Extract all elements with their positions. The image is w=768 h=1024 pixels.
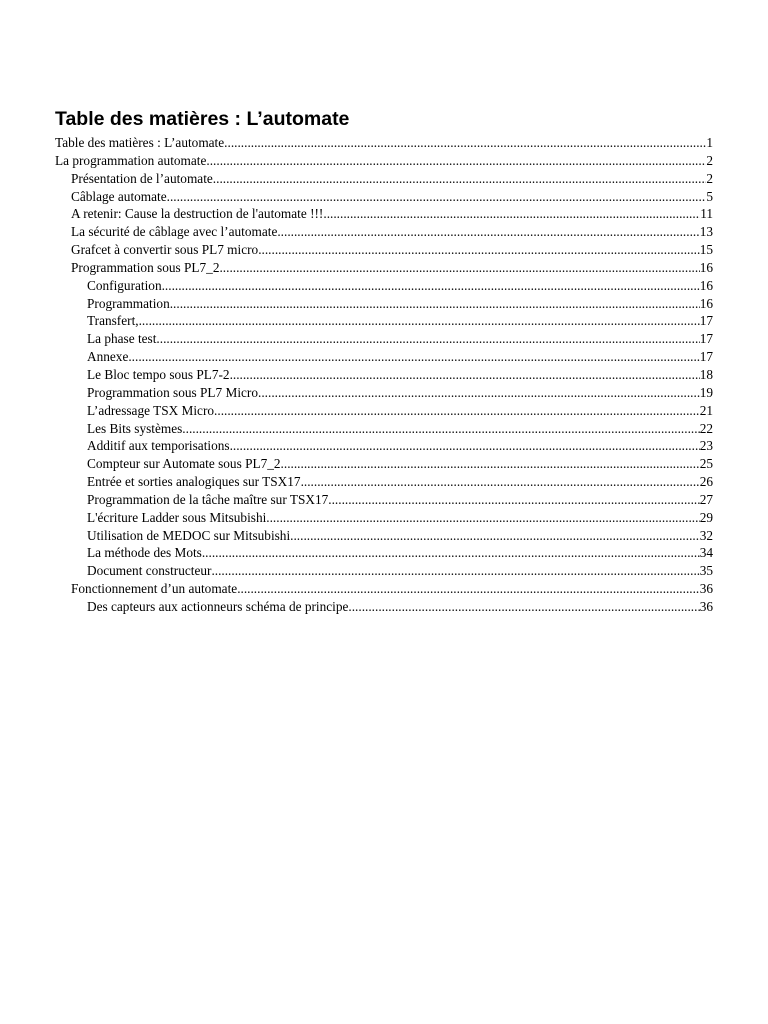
toc-entry-text: Annexe [87, 349, 129, 365]
toc-page-number: 16 [699, 277, 713, 293]
toc-entry[interactable] [0, 188, 713, 206]
toc-leader-dots [170, 295, 700, 313]
toc-entry[interactable] [0, 312, 713, 330]
toc-entry[interactable] [0, 259, 713, 277]
toc-page-number: 5 [706, 188, 713, 204]
toc-entry[interactable] [0, 437, 713, 455]
toc-leader-dots [266, 509, 699, 527]
toc-entry[interactable] [0, 205, 713, 223]
toc-entry-text: Fonctionnement d’un automate [71, 581, 238, 597]
toc-entry[interactable] [0, 598, 713, 616]
toc-page-number: 22 [699, 420, 713, 436]
toc-leader-dots [230, 437, 700, 455]
toc-entry[interactable] [0, 455, 713, 473]
toc-leader-dots [214, 402, 700, 420]
toc-entry-text: Programmation sous PL7_2 [71, 259, 220, 275]
toc-page-number: 27 [699, 491, 713, 507]
toc-entry[interactable] [0, 330, 713, 348]
toc-page-number: 11 [700, 206, 713, 222]
toc-page-number: 16 [699, 259, 713, 275]
toc-entry-text: A retenir: Cause la destruction de l'automate !!! [71, 206, 324, 222]
toc-entry[interactable] [0, 170, 713, 188]
toc-leader-dots [323, 205, 700, 223]
toc-page-number: 34 [699, 545, 713, 561]
toc-entry[interactable] [0, 134, 713, 152]
toc-leader-dots [139, 312, 700, 330]
toc-page-number: 36 [699, 598, 713, 614]
toc-leader-dots [281, 455, 700, 473]
toc-entry[interactable] [0, 366, 713, 384]
toc-leader-dots [211, 562, 699, 580]
toc-leader-dots [230, 366, 700, 384]
toc-entry[interactable] [0, 384, 713, 402]
toc-entry-text: Additif aux temporisations [87, 438, 230, 454]
toc-entry-text: Entrée et sorties analogiques sur TSX17 [87, 474, 301, 490]
toc-leader-dots [202, 544, 700, 562]
toc-page-number: 35 [699, 563, 713, 579]
toc-leader-dots [156, 330, 699, 348]
toc-leader-dots [128, 348, 699, 366]
toc-entry-text: Programmation de la tâche maître sur TSX17 [87, 491, 329, 507]
toc-page-number: 25 [699, 456, 713, 472]
toc-entry-text: Table des matières : L’automate [55, 135, 225, 150]
page-title: Table des matières : L’automate [55, 108, 350, 130]
toc-page-number: 17 [699, 349, 713, 365]
toc-leader-dots [224, 134, 706, 152]
toc-page-number: 1 [706, 135, 713, 150]
toc-page-number: 19 [699, 384, 713, 400]
toc-entry-text: Compteur sur Automate sous PL7_2 [87, 456, 281, 472]
toc-page-number: 21 [699, 402, 713, 418]
toc-page-number: 13 [699, 224, 713, 240]
toc-entry[interactable] [0, 562, 713, 580]
toc-page-number: 2 [706, 152, 713, 168]
toc-entry-text: La sécurité de câblage avec l’automate [71, 224, 278, 240]
toc-entry[interactable] [0, 544, 713, 562]
toc-entry[interactable] [0, 527, 713, 545]
toc-entry-text: La programmation automate [55, 152, 207, 168]
toc-leader-dots [277, 223, 699, 241]
table-of-contents [0, 134, 768, 616]
toc-entry-text: Utilisation de MEDOC sur Mitsubishi [87, 527, 291, 543]
toc-entry[interactable] [0, 473, 713, 491]
toc-leader-dots [237, 580, 700, 598]
toc-page-number: 18 [699, 366, 713, 382]
toc-leader-dots [213, 170, 707, 188]
toc-page-number: 32 [699, 527, 713, 543]
toc-leader-dots [219, 259, 699, 277]
toc-entry-text: Présentation de l’automate [71, 170, 213, 186]
toc-entry-text: La phase test [87, 331, 157, 347]
toc-page-number: 17 [699, 313, 713, 329]
toc-entry[interactable] [0, 491, 713, 509]
toc-page-number: 29 [699, 509, 713, 525]
toc-leader-dots [167, 188, 707, 206]
toc-entry[interactable] [0, 580, 713, 598]
toc-leader-dots [301, 473, 700, 491]
toc-entry-text: Transfert, [87, 313, 139, 329]
toc-leader-dots [348, 598, 699, 616]
toc-entry-text: Les Bits systèmes [87, 420, 183, 436]
toc-entry-text: Configuration [87, 277, 162, 293]
toc-page-number: 26 [699, 474, 713, 490]
toc-entry-text: Des capteurs aux actionneurs schéma de principe [87, 598, 349, 614]
toc-entry[interactable] [0, 241, 713, 259]
toc-page-number: 15 [699, 242, 713, 258]
toc-entry-text: L’adressage TSX Micro [87, 402, 215, 418]
toc-leader-dots [290, 527, 700, 545]
toc-entry-text: L'écriture Ladder sous Mitsubishi [87, 509, 267, 525]
toc-entry-text: La méthode des Mots [87, 545, 202, 561]
toc-leader-dots [258, 384, 700, 402]
toc-entry[interactable] [0, 295, 713, 313]
toc-page-number: 16 [699, 295, 713, 311]
toc-page-number: 36 [699, 581, 713, 597]
toc-leader-dots [328, 491, 699, 509]
toc-leader-dots [162, 277, 700, 295]
toc-entry[interactable] [0, 152, 713, 170]
toc-entry[interactable] [0, 348, 713, 366]
toc-page-number: 23 [699, 438, 713, 454]
toc-entry[interactable] [0, 223, 713, 241]
toc-leader-dots [258, 241, 700, 259]
toc-entry[interactable] [0, 402, 713, 420]
toc-entry-text: Document constructeur [87, 563, 212, 579]
toc-entry[interactable] [0, 420, 713, 438]
toc-entry[interactable] [0, 509, 713, 527]
toc-leader-dots [206, 152, 706, 170]
toc-page-number: 17 [699, 331, 713, 347]
toc-entry-text: Le Bloc tempo sous PL7-2 [87, 366, 230, 382]
toc-entry[interactable] [0, 277, 713, 295]
toc-entry-text: Programmation [87, 295, 170, 311]
toc-entry-text: Programmation sous PL7 Micro [87, 384, 259, 400]
toc-entry-text: Câblage automate [71, 188, 167, 204]
toc-leader-dots [182, 420, 699, 438]
toc-page-number: 2 [706, 170, 713, 186]
toc-entry-text: Grafcet à convertir sous PL7 micro [71, 242, 259, 258]
